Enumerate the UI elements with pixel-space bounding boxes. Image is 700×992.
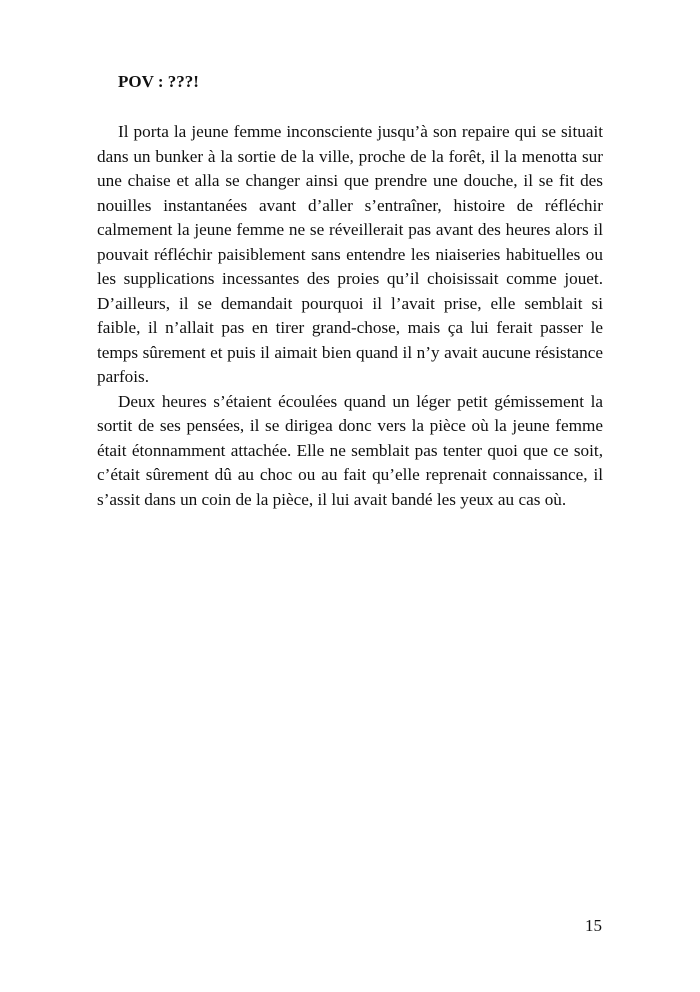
body-text <box>97 120 603 512</box>
paragraph-1: Il porta la jeune femme inconsciente jusqu’à son repaire qui se situait dans un bunker à la sortie de la ville, proche de la forêt, il la menotta sur une chaise et alla se changer ainsi que prendre une douche, il se fit des nouilles instantanées avant d’aller s’entraîner, histoire de réfléchir calmement la jeune femme ne se réveillerait pas avant des heures alors il pouvait réfléchir paisiblement sans entendre les niaiseries habituelles ou les supplications incessantes des proies qu’il choisissait comme jouet. D’ailleurs, il se demandait pourquoi il l’avait prise, elle semblait si faible, il n’allait pas en tirer grand-chose, mais ça lui ferait passer le temps sûrement et puis il aimait bien quand il n’y avait aucune résistance parfois. <box>97 122 603 386</box>
paragraph-2: Deux heures s’étaient écoulées quand un léger petit gémissement la sortit de ses pensées, il se dirigea donc vers la pièce où la jeune femme était étonnamment attachée. Elle ne semblait pas tenter quoi que ce soit, c’était sûrement dû au choc ou au fait qu’elle reprenait connaissance, il s’assit dans un coin de la pièce, il lui avait bandé les yeux au cas où. <box>97 391 603 509</box>
section-heading: POV : ???! <box>118 72 199 91</box>
page-number: 15 <box>585 916 602 935</box>
